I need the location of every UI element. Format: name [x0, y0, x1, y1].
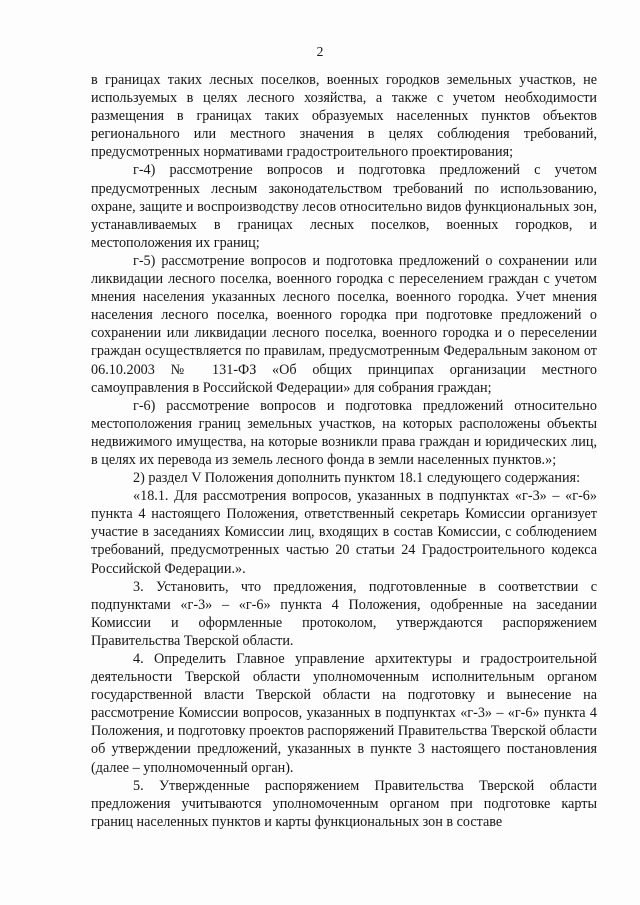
paragraph-item-4: 4. Определить Главное управление архитектуры и градостроительной деятельности Тверской области уполномоченным исполнительным органом государственной власти Тверской области на подготовку и вынесение на рассмотрение Комиссии вопросов, указанных в подпунктах «г-3» – «г-6» пункта 4 Положения, и подготовку проектов распоряжений Правительства Тверской области об утверждении предложений, указанных в пункте 3 настоящего постановления (далее – уполномоченный орган).: [91, 651, 597, 776]
document-body: [91, 71, 597, 831]
paragraph-18-1: «18.1. Для рассмотрения вопросов, указанных в подпунктах «г-3» – «г-6» пункта 4 настоящего Положения, ответственный секретарь Комиссии организует участие в заседаниях Комиссии лиц, входящих в состав Комиссии, с соблюдением требований, предусмотренных частью 20 статьи 24 Градостроительного кодекса Российской Федерации.».: [91, 488, 597, 577]
paragraph-continuation: в границах таких лесных поселков, военных городков земельных участков, не используемых в целях лесного хозяйства, а также с учетом необходимости размещения в границах таких образуемых населенных пунктов объектов регионального или местного значения в целях соблюдения требований, предусмотренных нормативами градостроительного проектирования;: [91, 72, 597, 161]
paragraph-item-5: 5. Утвержденные распоряжением Правительства Тверской области предложения учитываются уполномоченным органом при подготовке карты границ населенных пунктов и карты функциональных зон в составе: [91, 777, 597, 830]
paragraph-g5: г-5) рассмотрение вопросов и подготовка предложений о сохранении или ликвидации лесного поселка, военного городка с переселением граждан с учетом мнения населения указанных лесного поселка, военного городка. Учет мнения населения лесного поселка, военного городка при подготовке предложений о сохранении или ликвидации лесного поселка, военного городка и о переселении граждан осуществляется по правилам, предусмотренным Федеральным законом от 06.10.2003 № 131-ФЗ «Об общих принципах организации местного самоуправления в Российской Федерации» для собрания граждан;: [91, 252, 597, 396]
paragraph-item-2: 2) раздел V Положения дополнить пунктом 18.1 следующего содержания:: [133, 470, 581, 487]
paragraph-item-3: 3. Установить, что предложения, подготовленные в соответствии с подпунктами «г-3» – «г-6» пункта 4 Положения, одобренные на заседании Комиссии и оформленные протоколом, утверждаются распоряжением Правительства Тверской области.: [91, 578, 597, 649]
paragraph-g6: г-6) рассмотрение вопросов и подготовка предложений относительно местоположения границ земельных участков, на которых расположены объекты недвижимого имущества, на которые возникли права граждан и юридических лиц, в целях их перевода из земель лесного фонда в земли населенных пунктов.»;: [91, 397, 597, 468]
paragraph-g4: г-4) рассмотрение вопросов и подготовка предложений с учетом предусмотренных лесным законодательством требований по использованию, охране, защите и воспроизводству лесов относительно видов функциональных зон, устанавливаемых в границах лесных поселков, военных городков, и местоположения их границ;: [91, 162, 597, 251]
page-number: 2: [316, 44, 324, 59]
